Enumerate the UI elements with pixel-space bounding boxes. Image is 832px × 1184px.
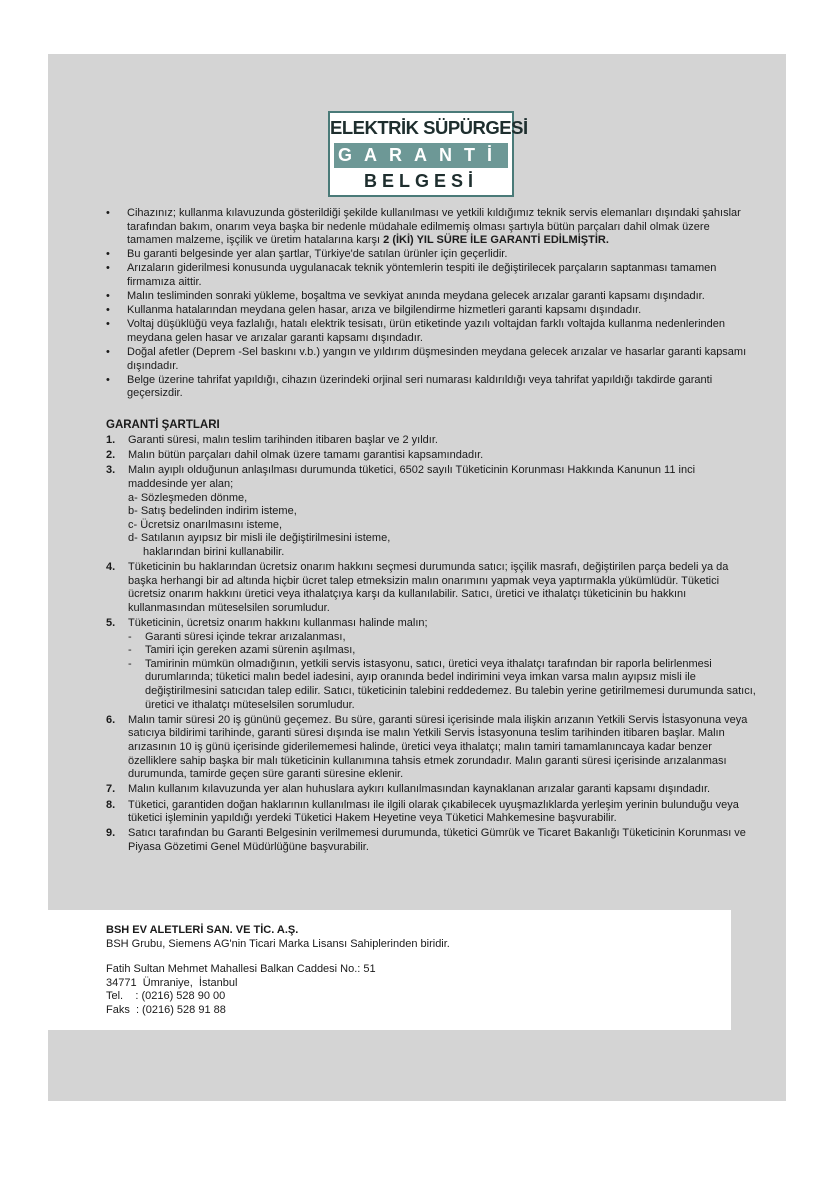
- condition-number: 3.: [106, 464, 116, 477]
- condition-number: 1.: [106, 434, 116, 446]
- bullet-item: • Doğal afetler (Deprem -Sel baskını v.b.) yangın ve yıldırım düşmesinden meydana gelecek arızalar ve hasarlar garanti kapsamı dışındadır.: [106, 346, 758, 373]
- conditions-list: [106, 434, 758, 856]
- condition-number: 5.: [106, 617, 116, 630]
- condition-number: 6.: [106, 713, 116, 726]
- condition-item: 4. Tüketicinin bu haklarından ücretsiz onarım hakkını seçmesi durumunda satıcı; işçilik masrafı, değiştirilen parça bedeli ya da başka herhangi bir ad altında hiçbir ücret talep etmeksizin malın onarımını yapmak veya yaptırmakla yükümlüdür. Tüketici ücretsiz onarım hakkını üretici veya ithalatçıya karşı da kullanılabilir. Satıcı, üretici ve ithalatçı tüketicinin bu hakkını kullanmasından müteselsilen sorumludur.: [106, 561, 729, 614]
- logo-title: ELEKTRİK SÜPÜRGESİ: [330, 117, 528, 138]
- warranty-logo: [328, 111, 528, 197]
- condition-item: 9. Satıcı tarafından bu Garanti Belgesinin verilmemesi durumunda, tüketici Gümrük ve Ticaret Bakanlığı Tüketicinin Korunması ve Piyasa Gözetimi Genel Müdürlüğüne başvurabilir.: [106, 827, 746, 853]
- bullet-item: • Kullanma hatalarından meydana gelen hasar, arıza ve bilgilendirme hizmetleri garanti kapsamı dışındadır.: [106, 304, 758, 318]
- condition-item: 3. Malın ayıplı olduğunun anlaşılması durumunda tüketici, 6502 sayılı Tüketicinin Korunması Hakkında Kanunun 11 inci maddesinde yer alan; a- Sözleşmeden dönme, b- Satış bedelinden indirim isteme, c- Ücretsiz onarılmasını isteme, d- Satılanın ayıpsız bir misli ile değiştirilmesini isteme, haklarından birini kullanabilir.: [106, 464, 758, 559]
- condition-number: 2.: [106, 449, 116, 462]
- sub-option: a- Sözleşmeden dönme,: [128, 491, 248, 504]
- conditions-heading: GARANTİ ŞARTLARI: [106, 419, 220, 431]
- company-phone: Tel. : (0216) 528 90 00: [106, 990, 226, 1003]
- bullet-item: • Voltaj düşüklüğü veya fazlalığı, hatalı elektrik tesisatı, ürün etiketinde yazılı voltajdan farklı voltajda kullanma nedenlerinden meydana gelen hasar ve arızalar garanti kapsamı dışındadır.: [106, 318, 758, 345]
- warranty-period-emphasis: 2 (İKİ) YIL SÜRE İLE GARANTİ EDİLMİŞTİR.: [383, 234, 609, 247]
- company-info: [106, 924, 706, 1018]
- condition-number: 8.: [106, 798, 116, 811]
- bullet-item: • Malın tesliminden sonraki yükleme, boşaltma ve sevkiyat anında meydana gelecek arızalar garanti kapsamı dışındadır.: [106, 290, 758, 304]
- dash-item: - Garanti süresi içinde tekrar arızalanması,: [128, 631, 758, 645]
- sub-option: c- Ücretsiz onarılmasını isteme,: [128, 518, 283, 531]
- condition-number: 7.: [106, 783, 116, 796]
- bullet-item: • Belge üzerine tahrifat yapıldığı, cihazın üzerindeki orjinal seri numarası kaldırıldığı veya tahrifat yapıldığı takdirde garanti geçersizdir.: [106, 374, 758, 401]
- sub-option-continuation: haklarından birini kullanabilir.: [143, 545, 285, 558]
- condition-number: 4.: [106, 561, 116, 574]
- company-city: 34771 Ümraniye, İstanbul: [106, 976, 238, 989]
- sub-option: b- Satış bedelinden indirim isteme,: [128, 505, 297, 518]
- condition-item: 7. Malın kullanım kılavuzunda yer alan huhuslara aykırı kullanılmasından kaynaklanan arızalar garanti kapsamı dışındadır.: [106, 783, 711, 796]
- condition-item: 8. Tüketici, garantiden doğan haklarının kullanılması ile ilgili olarak çıkabilecek uyuşmazlıklarda yerleşim yerinin bulunduğu veya tüketici işleminin yapıldığı yerdeki Tüketici Hakem Heyetine veya Tüketici Mahkemesine başvurabilir.: [106, 798, 739, 825]
- condition-item: 1. Garanti süresi, malın teslim tarihinden itibaren başlar ve 2 yıldır.: [106, 434, 438, 446]
- company-subtitle: BSH Grubu, Siemens AG'nin Ticari Marka Lisansı Sahiplerinden biridir.: [106, 937, 450, 950]
- warranty-bullet-list: [106, 207, 758, 401]
- company-fax: Faks : (0216) 528 91 88: [106, 1003, 226, 1016]
- condition-number: 9.: [106, 827, 116, 840]
- logo-garanti: GARANTİ: [334, 143, 508, 168]
- bullet-item: • Bu garanti belgesinde yer alan şartlar, Türkiye'de satılan ürünler için geçerlidir.: [106, 248, 758, 262]
- bullet-item: • Arızaların giderilmesi konusunda uygulanacak teknik yöntemlerin tespiti ile değiştirilecek parçaların saptanması tamamen firmamıza aittir.: [106, 262, 758, 289]
- company-name: BSH EV ALETLERİ SAN. VE TİC. A.Ş.: [106, 924, 299, 936]
- logo-belgesi: BELGESİ: [363, 171, 478, 191]
- condition-item: 6. Malın tamir süresi 20 iş gününü geçemez. Bu süre, garanti süresi içerisinde mala ilişkin arızanın Yetkili Servis İstasyonuna veya satıcıya bildirimi tarihinde, garanti süresi dışında ise malın Yetkili Servis İstasyonuna teslim tarihinden itibaren başlar. Malın arızasının 10 iş günü içerisinde giderilememesi halinde, üretici veya ithalatçı; malın tamiri tamamlanıncaya kadar benzer özelliklere sahip başka bir malı tüketicinin kullanımına tahsis etmek zorundadır. Malın garanti süresi içerisinde arızalanması durumunda, tamirde geçen süre garanti süresine eklenir.: [106, 713, 748, 781]
- condition-item: 2. Malın bütün parçaları dahil olmak üzere tamamı garantisi kapsamındadır.: [106, 449, 484, 462]
- company-address: Fatih Sultan Mehmet Mahallesi Balkan Caddesi No.: 51: [106, 963, 376, 976]
- dash-item: - Tamirinin mümkün olmadığının, yetkili servis istasyonu, satıcı, üretici veya ithalatçı tarafından bir raporla belirlenmesi durumlarında; tüketici malın bedel iadesini, ayıp oranında bedel indirimini veya imkan varsa malın ayıpsız misli ile değiştirilmesini satıcıdan talep edilir. Satıcı, tüketicinin talebini reddedemez. Bu talebin yerine getirilmemesi durumunda satıcı, üretici ve ithalatçı müteselsilen sorumludur.: [128, 658, 758, 712]
- sub-option: d- Satılanın ayıpsız bir misli ile değiştirilmesini isteme,: [128, 532, 391, 545]
- dash-item: - Tamiri için gereken azami sürenin aşılması,: [128, 644, 758, 658]
- condition-item: 5. Tüketicinin, ücretsiz onarım hakkını kullanması halinde malın; - Garanti süresi içinde tekrar arızalanması, - Tamiri için gereken azami sürenin aşılması, - Tamirinin mümkün olmadığının, yetkili servis istasyonu, satıcı, üretici veya ithalatçı tarafından bir raporla belirlenmesi durumlarında; tüketici malın bedel iadesini, ayıp oranında bedel indirimini veya imkan varsa malın ayıpsız misli ile değiştirilmesini satıcıdan talep edilir. Satıcı, tüketicinin talebini reddedemez. Bu talebin yerine getirilmemesi durumunda satıcı, üretici ve ithalatçı müteselsilen sorumludur.: [106, 617, 758, 712]
- bullet-item: • Cihazınız; kullanma kılavuzunda gösterildiği şekilde kullanılması ve yetkili kıldığımız teknik servis elemanları dışındaki şahıslar tarafından bakım, onarım veya başka bir nedenle müdahale edilmemiş olması şartıyla bütün parçaları dahil olmak üzere tamamen malzeme, işçilik ve üretim hatalarına karşı 2 (İKİ) YIL SÜRE İLE GARANTİ EDİLMİŞTİR.: [106, 207, 758, 248]
